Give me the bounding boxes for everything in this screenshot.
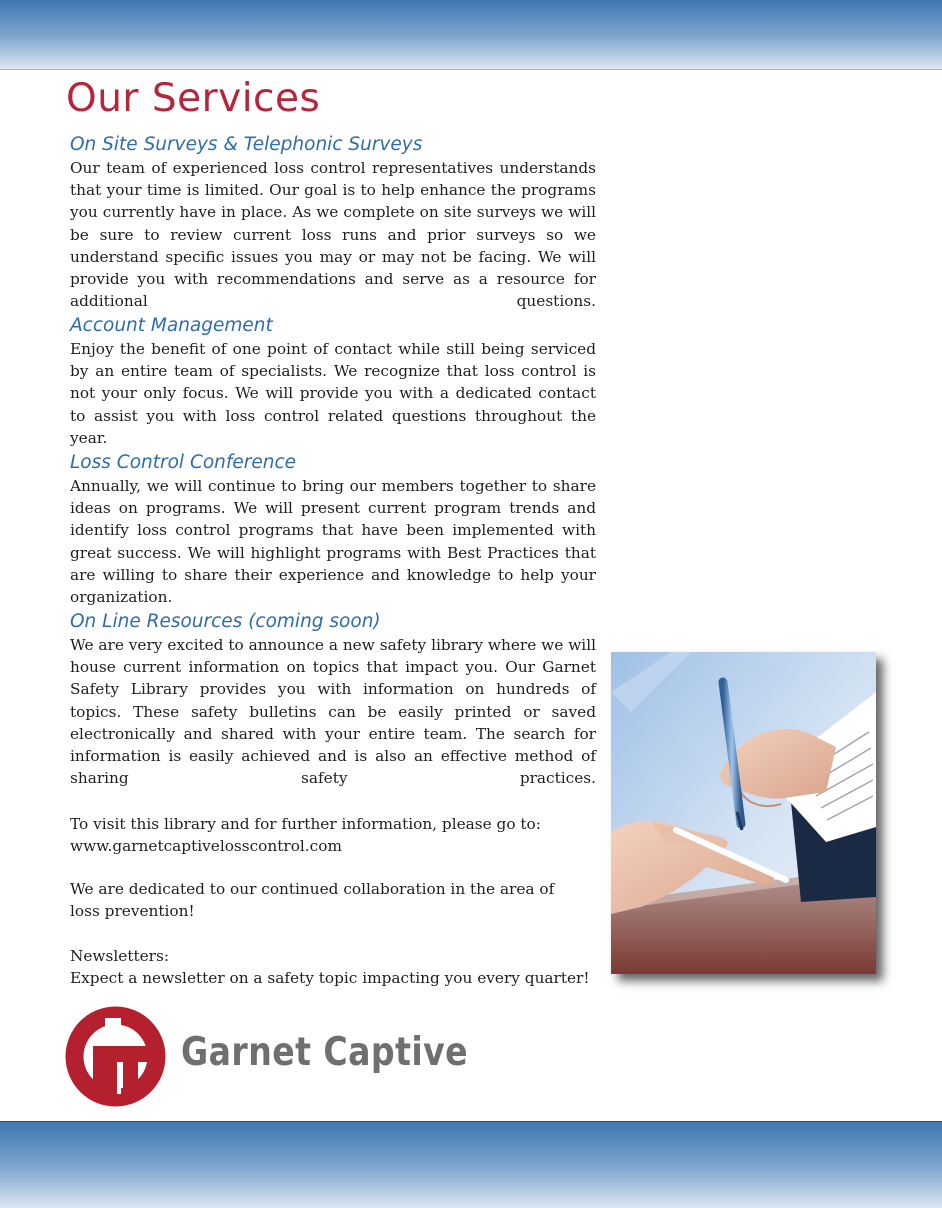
- section-account-management: [70, 314, 596, 449]
- section-heading: Loss Control Conference: [70, 452, 297, 473]
- garnet-logo-icon: [65, 1006, 166, 1107]
- dedication-line: loss prevention!: [70, 902, 195, 921]
- page-title: Our Services: [66, 76, 321, 121]
- top-header-band: [0, 0, 942, 70]
- section-online-resources: [70, 610, 596, 789]
- handshake-document-pen-photo-icon: [611, 652, 876, 974]
- newsletters-text: Expect a newsletter on a safety topic impacting you every quarter!: [70, 969, 590, 988]
- section-body: Annually, we will continue to bring our members together to share ideas on programs. We will present current program trends and identify loss control programs that have been implemented with great success. We will highlight programs with Best Practices that are willing to share their experience and knowledge to help your organization.: [70, 477, 596, 607]
- section-body: Enjoy the benefit of one point of contact while still being serviced by an entire team of specialists. We recognize that loss control is not your only focus. We will provide you with a dedicated contact to assist you with loss control related questions throughout the year.: [70, 340, 596, 447]
- section-heading: On Line Resources (coming soon): [70, 611, 381, 632]
- newsletters-block: [70, 945, 590, 989]
- brand-name: Garnet Captive: [181, 1030, 469, 1075]
- section-body: We are very excited to announce a new safety library where we will house current information on topics that impact you. Our Garnet Safety Library provides you with information on hundreds of topics. These safety bulletins can be easily printed or saved electronically and shared with your entire team. The search for information is easily achieved and is also an effective method of sharing safety practices.: [70, 636, 596, 788]
- visit-instruction: To visit this library and for further information, please go to:: [70, 815, 541, 833]
- visit-library-text: [70, 813, 590, 857]
- dedication-text: [70, 878, 590, 922]
- section-site-surveys: [70, 133, 596, 312]
- bottom-footer-band: [0, 1121, 942, 1208]
- section-heading: On Site Surveys & Telephonic Surveys: [70, 134, 423, 155]
- section-heading: Account Management: [70, 315, 273, 336]
- section-loss-control-conference: [70, 451, 596, 608]
- newsletters-label: Newsletters:: [70, 947, 169, 965]
- handshake-document-photo: [611, 652, 876, 974]
- section-body: Our team of experienced loss control representatives understands that your time is limited. Our goal is to help enhance the programs you currently have in place. As we complete on site surveys we will be sure to review current loss runs and prior surveys so we understand specific issues you may or may not be facing. We will provide you with recommendations and serve as a resource for additional questions.: [70, 159, 596, 311]
- library-url-link[interactable]: www.garnetcaptivelosscontrol.com: [70, 837, 342, 856]
- dedication-line: We are dedicated to our continued collaboration in the area of: [70, 880, 555, 898]
